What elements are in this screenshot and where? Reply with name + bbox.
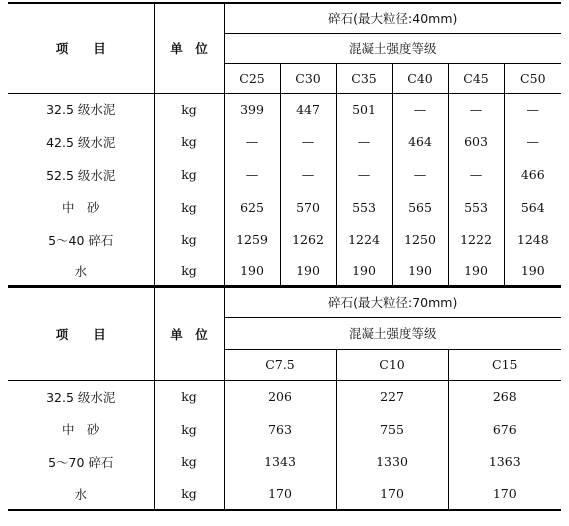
cell: — xyxy=(504,125,561,158)
cell: 603 xyxy=(448,125,504,158)
row-item: 52.5 级水泥 xyxy=(46,167,116,183)
cell: 170 xyxy=(336,478,448,510)
row-unit: kg xyxy=(154,445,224,478)
cell: 1363 xyxy=(448,445,561,478)
cell: 1250 xyxy=(392,223,448,256)
cell: 1330 xyxy=(336,445,448,478)
cell: 565 xyxy=(392,191,448,223)
row-unit: kg xyxy=(154,478,224,510)
cell: 570 xyxy=(280,191,336,223)
cell: 190 xyxy=(224,256,280,286)
cell: 206 xyxy=(224,380,336,413)
cell: 1222 xyxy=(448,223,504,256)
grade-header: C10 xyxy=(336,349,448,380)
row-item: 32.5 级水泥 xyxy=(46,389,116,405)
row-unit: kg xyxy=(154,125,224,158)
row-item: 水 xyxy=(74,263,87,279)
cell: — xyxy=(336,125,392,158)
cell: 564 xyxy=(504,191,561,223)
table-row xyxy=(8,413,561,445)
grade-header: C30 xyxy=(280,63,336,93)
row-item: 中 砂 xyxy=(61,422,100,437)
cell: 466 xyxy=(504,158,561,191)
row-unit: kg xyxy=(154,191,224,223)
cell: — xyxy=(224,125,280,158)
row-unit: kg xyxy=(154,256,224,286)
cell: 190 xyxy=(504,256,561,286)
cell: — xyxy=(336,158,392,191)
grade-header: C7.5 xyxy=(224,349,336,380)
grade-header: C15 xyxy=(448,349,561,380)
group-title: 碎石(最大粒径:40mm) xyxy=(224,3,561,33)
header-unit: 单 位 xyxy=(154,287,224,380)
grade-title: 混凝土强度等级 xyxy=(224,317,561,349)
cell: — xyxy=(280,158,336,191)
cell: 1259 xyxy=(224,223,280,256)
row-unit: kg xyxy=(154,223,224,256)
cell: 755 xyxy=(336,413,448,445)
header-item: 项 目 xyxy=(8,287,154,380)
cell: — xyxy=(392,93,448,125)
row-item: 5～40 碎石 xyxy=(48,232,114,248)
row-unit: kg xyxy=(154,413,224,445)
table-row xyxy=(8,445,561,478)
table-row xyxy=(8,256,561,286)
cell: — xyxy=(504,93,561,125)
mix-table-40mm xyxy=(8,2,561,287)
group-title: 碎石(最大粒径:70mm) xyxy=(224,287,561,317)
table-row xyxy=(8,158,561,191)
cell: 170 xyxy=(224,478,336,510)
header-unit: 单 位 xyxy=(154,3,224,93)
cell: 399 xyxy=(224,93,280,125)
cell: 190 xyxy=(392,256,448,286)
row-item: 水 xyxy=(74,486,87,502)
row-unit: kg xyxy=(154,158,224,191)
cell: 227 xyxy=(336,380,448,413)
grade-title: 混凝土强度等级 xyxy=(224,33,561,63)
table-row xyxy=(8,223,561,256)
cell: 501 xyxy=(336,93,392,125)
grade-header: C25 xyxy=(224,63,280,93)
row-item: 中 砂 xyxy=(61,200,100,215)
row-item: 42.5 级水泥 xyxy=(46,134,116,150)
header-item: 项 目 xyxy=(8,3,154,93)
cell: — xyxy=(224,158,280,191)
mix-table-70mm xyxy=(8,286,561,511)
cell: 1262 xyxy=(280,223,336,256)
row-unit: kg xyxy=(154,380,224,413)
cell: — xyxy=(280,125,336,158)
cell: 170 xyxy=(448,478,561,510)
cell: 464 xyxy=(392,125,448,158)
cell: 1224 xyxy=(336,223,392,256)
table-row xyxy=(8,380,561,413)
cell: 553 xyxy=(448,191,504,223)
cell: 190 xyxy=(280,256,336,286)
grade-header: C45 xyxy=(448,63,504,93)
cell: 447 xyxy=(280,93,336,125)
cell: 268 xyxy=(448,380,561,413)
cell: 553 xyxy=(336,191,392,223)
cell: 676 xyxy=(448,413,561,445)
table-row xyxy=(8,93,561,125)
cell: 1248 xyxy=(504,223,561,256)
table-row xyxy=(8,125,561,158)
cell: 190 xyxy=(448,256,504,286)
cell: 1343 xyxy=(224,445,336,478)
table-row xyxy=(8,478,561,510)
row-unit: kg xyxy=(154,93,224,125)
cell: 763 xyxy=(224,413,336,445)
cell: 190 xyxy=(336,256,392,286)
cell: 625 xyxy=(224,191,280,223)
row-item: 5～70 碎石 xyxy=(48,454,114,470)
cell: — xyxy=(448,158,504,191)
grade-header: C50 xyxy=(504,63,561,93)
grade-header: C40 xyxy=(392,63,448,93)
table-row xyxy=(8,191,561,223)
row-item: 32.5 级水泥 xyxy=(46,102,116,118)
cell: — xyxy=(392,158,448,191)
grade-header: C35 xyxy=(336,63,392,93)
cell: — xyxy=(448,93,504,125)
